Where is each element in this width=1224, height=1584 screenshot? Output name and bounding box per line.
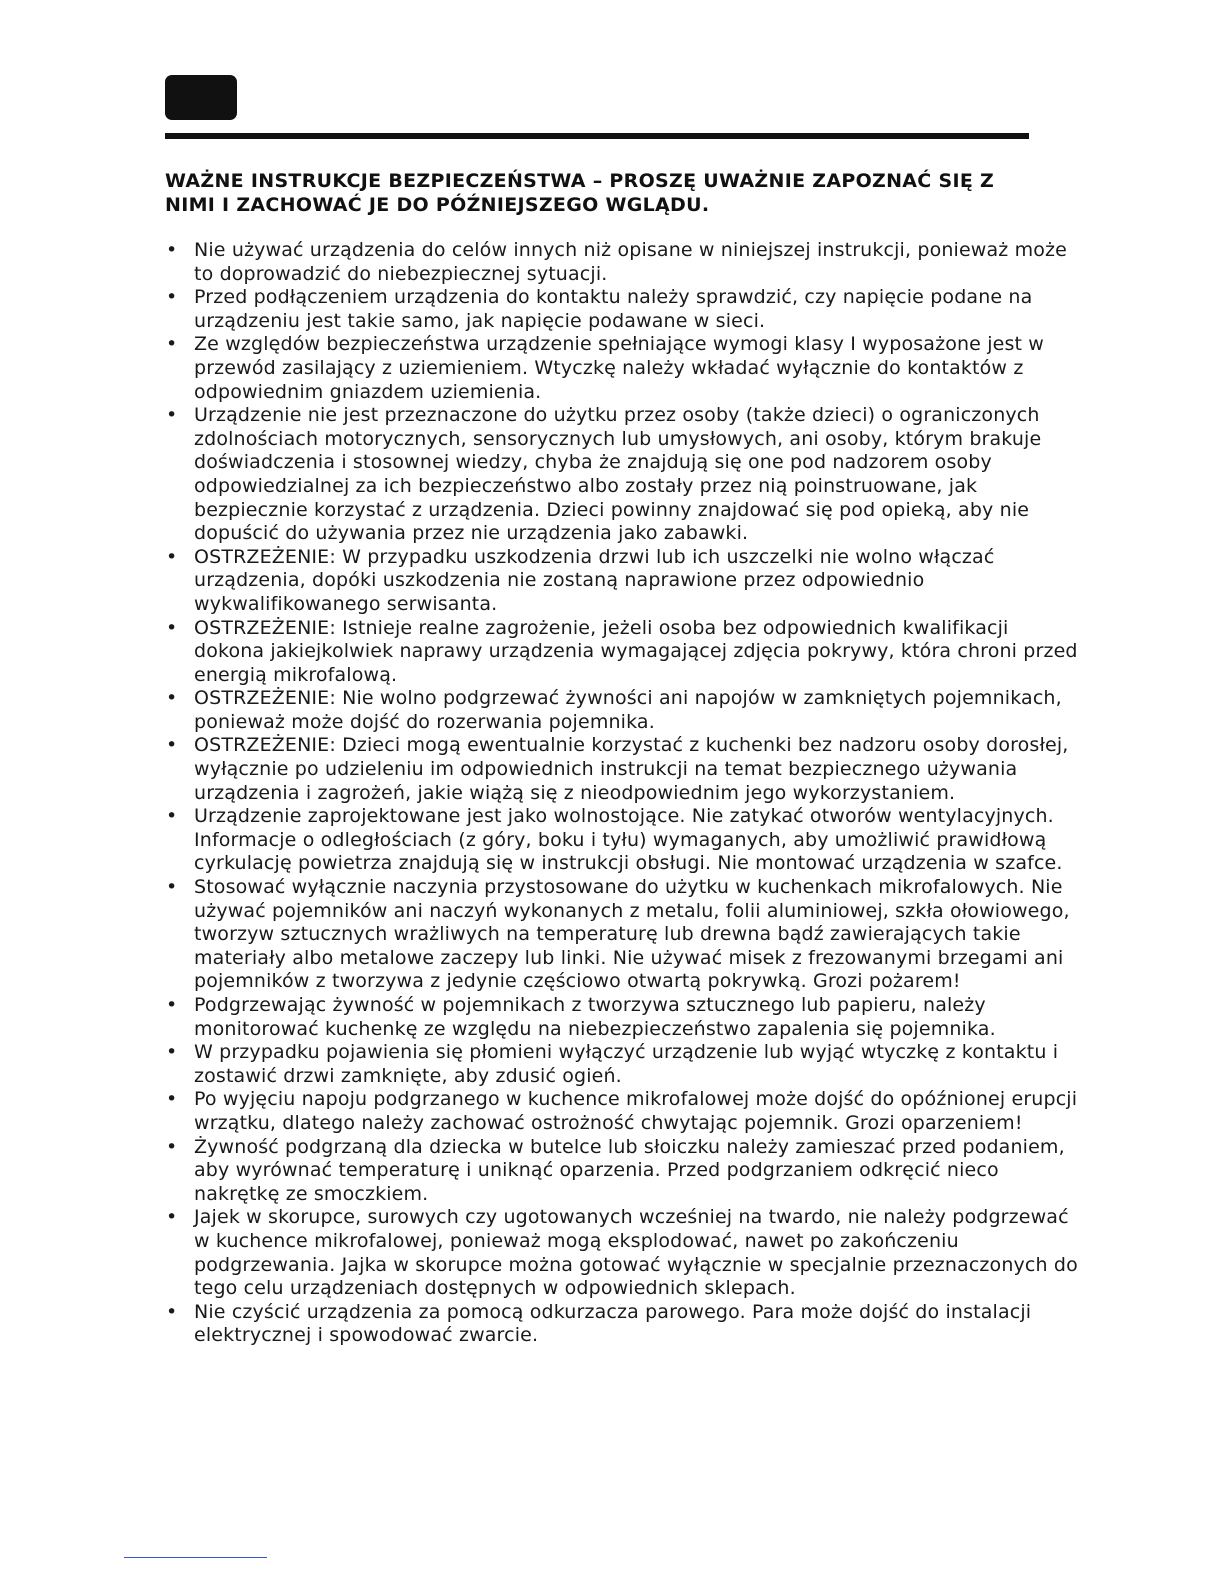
footer-line [124, 1557, 267, 1558]
safety-instructions-list [166, 239, 1081, 1348]
list-item [166, 687, 1081, 734]
bullet-icon: • [166, 286, 178, 309]
list-item-text: Nie używać urządzenia do celów innych niż opisane w niniejszej instrukcji, ponieważ może to doprowadzić do niebezpiecznej sytuacji. [194, 239, 1067, 285]
bullet-icon: • [166, 1041, 178, 1064]
bullet-icon: • [166, 805, 178, 828]
list-item [166, 239, 1081, 286]
list-item [166, 333, 1081, 404]
header-rule [165, 133, 1029, 139]
list-item [166, 876, 1081, 994]
bullet-icon: • [166, 1300, 178, 1323]
bullet-icon: • [166, 1206, 178, 1229]
list-item-text: Podgrzewając żywność w pojemnikach z tworzywa sztucznego lub papieru, należy monitorować kuchenkę ze względu na niebezpieczeństwo zapalenia się pojemnika. [194, 994, 996, 1040]
bullet-icon: • [166, 687, 178, 710]
list-item [166, 1206, 1081, 1300]
bullet-icon: • [166, 1135, 178, 1158]
bullet-icon: • [166, 876, 178, 899]
list-item-text: OSTRZEŻENIE: Nie wolno podgrzewać żywności ani napojów w zamkniętych pojemnikach, ponieważ może dojść do rozerwania pojemnika. [194, 687, 1062, 733]
list-item-text: W przypadku pojawienia się płomieni wyłączyć urządzenie lub wyjąć wtyczkę z kontaktu i zostawić drzwi zamknięte, aby zdusić ogień. [194, 1041, 1059, 1087]
list-item [166, 1088, 1081, 1135]
bullet-icon: • [166, 239, 178, 261]
list-item [166, 805, 1081, 876]
list-item [166, 286, 1081, 333]
language-tab [165, 75, 237, 120]
list-item-text: OSTRZEŻENIE: W przypadku uszkodzenia drzwi lub ich uszczelki nie wolno włączać urządzenia, dopóki uszkodzenia nie zostaną naprawione przez odpowiednio wykwalifikowanego serwisanta. [194, 545, 995, 615]
list-item [166, 1301, 1081, 1348]
list-item [166, 734, 1081, 805]
bullet-icon: • [166, 734, 178, 757]
list-item [166, 1136, 1081, 1207]
list-item-text: Ze względów bezpieczeństwa urządzenie spełniające wymogi klasy I wyposażone jest w przewód zasilający z uziemieniem. Wtyczkę należy wkładać wyłącznie do kontaktów z odpowiednim gniazdem uziemienia. [194, 333, 1044, 403]
list-item-text: Stosować wyłącznie naczynia przystosowane do użytku w kuchenkach mikrofalowych. Nie używać pojemników ani naczyń wykonanych z metalu, folii aluminiowej, szkła ołowiowego, tworzyw sztucznych wrażliwych na temperaturę lub drewna bądź zawierających takie materiały albo metalowe zaczepy lub linki. Nie używać misek z frezowanymi brzegami ani pojemników z tworzywa z jedynie częściowo otwartą pokrywką. Grozi pożarem! [194, 876, 1070, 993]
list-item-text: Nie czyścić urządzenia za pomocą odkurzacza parowego. Para może dojść do instalacji elektrycznej i spowodować zwarcie. [194, 1300, 1032, 1347]
list-item [166, 994, 1081, 1041]
list-item-text: OSTRZEŻENIE: Istnieje realne zagrożenie, jeżeli osoba bez odpowiednich kwalifikacji dokona jakiejkolwiek naprawy urządzenia wymagającej zdjęcia pokrywy, która chroni przed energią mikrofalową. [194, 616, 1078, 686]
list-item-text: Przed podłączeniem urządzenia do kontaktu należy sprawdzić, czy napięcie podane na urządzeniu jest takie samo, jak napięcie podawane w sieci. [194, 286, 1033, 332]
list-item-text: Jajek w skorupce, surowych czy ugotowanych wcześniej na twardo, nie należy podgrzewać w kuchence mikrofalowej, ponieważ mogą eksplodować, nawet po zakończeniu podgrzewania. Jajka w skorupce można gotować wyłącznie w specjalnie przeznaczonych do tego celu urządzeniach dostępnych w odpowiednich sklepach. [194, 1206, 1078, 1300]
bullet-icon: • [166, 404, 178, 427]
bullet-icon: • [166, 1088, 178, 1111]
bullet-icon: • [166, 333, 178, 356]
list-item-text: Urządzenie zaprojektowane jest jako wolnostojące. Nie zatykać otworów wentylacyjnych. Informacje o odległościach (z góry, boku i tyłu) wymaganych, aby umożliwić prawidłową cyrkulację powietrza znajdują się w instrukcji obsługi. Nie montować urządzenia w szafce. [194, 805, 1063, 875]
list-item [166, 617, 1081, 688]
safety-heading: WAŻNE INSTRUKCJE BEZPIECZEŃSTWA – PROSZĘ UWAŻNIE ZAPOZNAĆ SIĘ Z NIMI I ZACHOWAĆ JE DO PÓŹNIEJSZEGO WGLĄDU. [165, 170, 995, 216]
bullet-icon: • [166, 545, 178, 568]
bullet-icon: • [166, 616, 178, 639]
bullet-icon: • [166, 994, 178, 1016]
list-item-text: Po wyjęciu napoju podgrzanego w kuchence mikrofalowej może dojść do opóźnionej erupcji wrzątku, dlatego należy zachować ostrożność chwytając pojemnik. Grozi oparzeniem! [194, 1088, 1078, 1134]
list-item-text: Żywność podgrzaną dla dziecka w butelce lub słoiczku należy zamieszać przed podaniem, aby wyrównać temperaturę i uniknąć oparzenia. Przed podgrzaniem odkręcić nieco nakrętkę ze smoczkiem. [194, 1135, 1065, 1205]
list-item [166, 546, 1081, 617]
list-item [166, 1041, 1081, 1088]
list-item-text: OSTRZEŻENIE: Dzieci mogą ewentualnie korzystać z kuchenki bez nadzoru osoby dorosłej, wyłącznie po udzieleniu im odpowiednich instrukcji na temat bezpiecznego używania urządzenia i zagrożeń, jakie wiążą się z nieodpowiednim jego wykorzystaniem. [194, 734, 1069, 804]
list-item [166, 404, 1081, 546]
list-item-text: Urządzenie nie jest przeznaczone do użytku przez osoby (także dzieci) o ograniczonych zdolnościach motorycznych, sensorycznych lub umysłowych, ani osoby, którym brakuje doświadczenia i stosownej wiedzy, chyba że znajdują się one pod nadzorem osoby odpowiedzialnej za ich bezpieczeństwo albo zostały przez nią poinstruowane, jak bezpiecznie korzystać z urządzenia. Dzieci powinny znajdować się pod opieką, aby nie dopuścić do używania przez nie urządzenia jako zabawki. [194, 404, 1042, 545]
